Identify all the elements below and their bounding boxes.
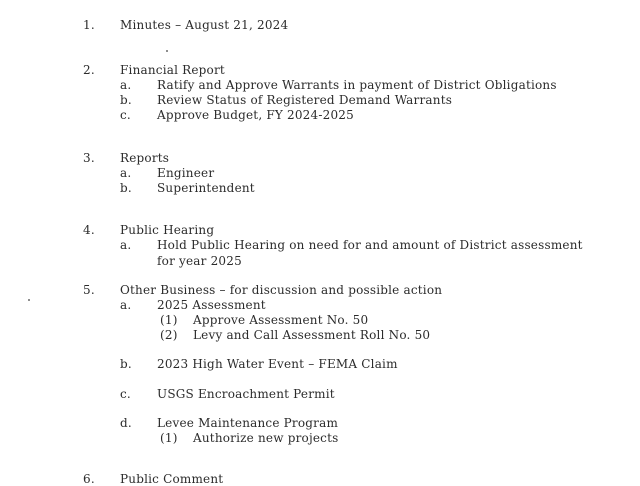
item-number: 6. bbox=[83, 472, 95, 486]
item-title: Financial Report bbox=[120, 63, 225, 77]
subitem-text: USGS Encroachment Permit bbox=[157, 387, 335, 401]
subitem-letter: b. bbox=[120, 181, 132, 195]
subitem-text: 2025 Assessment bbox=[157, 298, 266, 312]
nested-number: (1) bbox=[160, 313, 178, 327]
subitem-text: Review Status of Registered Demand Warrants bbox=[157, 93, 453, 107]
subitem-text: Engineer bbox=[157, 166, 215, 180]
item-title: Minutes – August 21, 2024 bbox=[120, 18, 289, 32]
subitem-letter: a. bbox=[120, 166, 132, 180]
nested-text: Levy and Call Assessment Roll No. 50 bbox=[193, 328, 431, 342]
subitem-text: Superintendent bbox=[157, 181, 255, 195]
item-number: 3. bbox=[83, 151, 95, 165]
scan-speck bbox=[166, 50, 168, 52]
subitem-letter: c. bbox=[120, 108, 131, 122]
subitem-text: Ratify and Approve Warrants in payment of District Obligations bbox=[157, 78, 557, 92]
nested-number: (1) bbox=[160, 431, 178, 445]
item-title: Public Hearing bbox=[120, 223, 215, 237]
subitem-letter: c. bbox=[120, 387, 131, 401]
item-number: 2. bbox=[83, 63, 95, 77]
nested-text: Approve Assessment No. 50 bbox=[193, 313, 369, 327]
item-title: Other Business – for discussion and possible action bbox=[120, 283, 443, 297]
subitem-text: Levee Maintenance Program bbox=[157, 416, 339, 430]
subitem-letter: a. bbox=[120, 238, 132, 252]
item-number: 5. bbox=[83, 283, 95, 297]
nested-number: (2) bbox=[160, 328, 178, 342]
subitem-letter: a. bbox=[120, 298, 132, 312]
item-title: Reports bbox=[120, 151, 170, 165]
scan-speck bbox=[28, 299, 30, 301]
subitem-text: Approve Budget, FY 2024-2025 bbox=[157, 108, 354, 122]
subitem-letter: d. bbox=[120, 416, 132, 430]
subitem-letter: b. bbox=[120, 357, 132, 371]
subitem-letter: a. bbox=[120, 78, 132, 92]
nested-text: Authorize new projects bbox=[193, 431, 339, 445]
item-number: 1. bbox=[83, 18, 95, 32]
subitem-letter: b. bbox=[120, 93, 132, 107]
item-title: Public Comment bbox=[120, 472, 224, 486]
subitem-text: Hold Public Hearing on need for and amount of District assessment for year 2025 bbox=[157, 238, 583, 268]
subitem-text: 2023 High Water Event – FEMA Claim bbox=[157, 357, 398, 371]
item-number: 4. bbox=[83, 223, 95, 237]
